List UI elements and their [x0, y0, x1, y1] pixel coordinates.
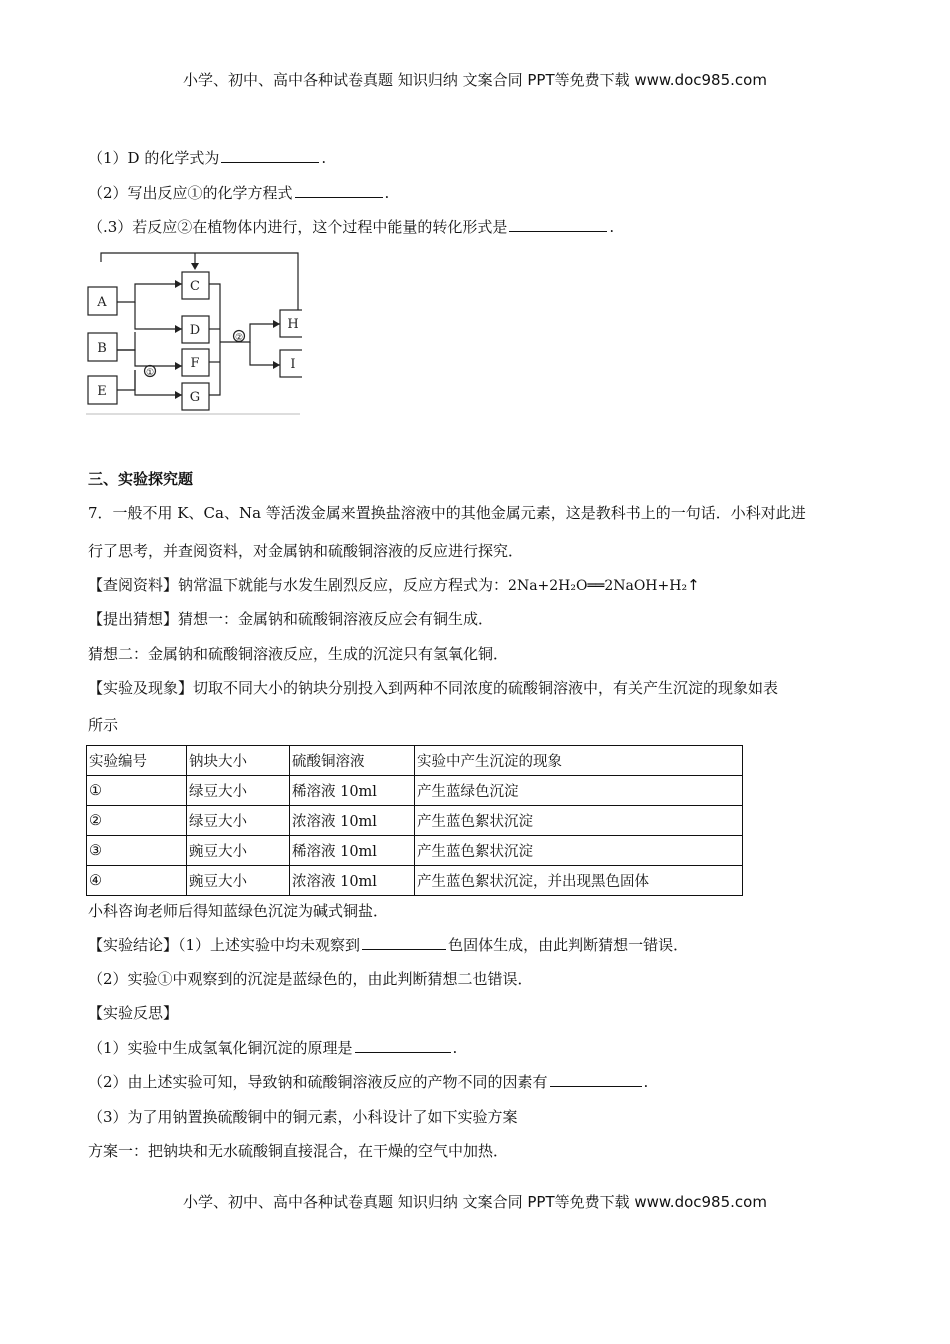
box-A: A: [97, 295, 107, 310]
answer-blank[interactable]: [550, 1072, 642, 1087]
box-B: B: [97, 341, 107, 356]
box-I: I: [290, 357, 296, 372]
conclusion-1: 【实验结论】（1）上述实验中均未观察到 色固体生成，由此判断猜想一错误．: [88, 936, 689, 954]
page-footer: 小学、初中、高中各种试卷真题 知识归纳 文案合同 PPT等免费下载 www.doc985.com: [183, 1193, 767, 1211]
lookup-label: 【查阅资料】: [88, 576, 179, 594]
reflection-3: （3）为了用钠置换硫酸铜中的铜元素，小科设计了如下实验方案: [88, 1108, 518, 1126]
answer-blank[interactable]: [509, 217, 607, 232]
hypothesis-1: 【提出猜想】猜想一：金属钠和硫酸铜溶液反应会有铜生成．: [88, 610, 494, 628]
question-6-part-1: （1）D 的化学式为 .: [88, 149, 327, 167]
experiment-table: [86, 745, 743, 896]
hypothesis-2: 猜想二：金属钠和硫酸铜溶液反应，生成的沉淀只有氢氧化铜．: [88, 645, 509, 663]
reaction-equation: 2Na+2H₂O══2NaOH+H₂: [508, 578, 688, 594]
conclusion-2: （2）实验①中观察到的沉淀是蓝绿色的，由此判断猜想二也错误．: [88, 970, 533, 988]
reaction-2-label: ②: [234, 333, 244, 343]
reflection-2: （2）由上述实验可知，导致钠和硫酸铜溶液反应的产物不同的因素有 .: [88, 1073, 649, 1091]
table-row: ③ 豌豆大小 稀溶液 10ml 产生蓝色絮状沉淀: [87, 836, 743, 866]
section-3-title: 三、实验探究题: [88, 470, 194, 488]
question-6-part-3: （.3）若反应②在植物体内进行，这个过程中能量的转化形式是 .: [88, 218, 615, 236]
answer-blank[interactable]: [295, 183, 383, 198]
reflection-1: （1）实验中生成氢氧化铜沉淀的原理是 .: [88, 1039, 458, 1057]
after-table-note: 小科咨询老师后得知蓝绿色沉淀为碱式铜盐．: [88, 902, 389, 920]
reaction-flow-diagram: [86, 250, 302, 416]
experiment-paragraph-end: 所示: [88, 716, 119, 734]
box-D: D: [189, 323, 201, 338]
plan-1: 方案一：把钠块和无水硫酸铜直接混合，在干燥的空气中加热．: [88, 1142, 509, 1160]
box-H: H: [287, 317, 299, 332]
answer-blank[interactable]: [221, 148, 319, 163]
question-6-part-2: （2）写出反应①的化学方程式 .: [88, 184, 390, 202]
lookup-paragraph: 【查阅资料】钠常温下就能与水发生剧烈反应，反应方程式为：2Na+2H₂O══2NaOH+H₂↑: [88, 576, 700, 594]
table-row: ④ 豌豆大小 浓溶液 10ml 产生蓝色絮状沉淀，并出现黑色固体: [87, 866, 743, 896]
box-C: C: [190, 279, 200, 294]
table-row: ② 绿豆大小 浓溶液 10ml 产生蓝色絮状沉淀: [87, 806, 743, 836]
reaction-1-label: ①: [145, 368, 155, 378]
answer-blank[interactable]: [362, 935, 446, 950]
box-F: F: [190, 356, 200, 371]
question-7-intro-line-2: 行了思考，并查阅资料，对金属钠和硫酸铜溶液的反应进行探究．: [88, 542, 524, 560]
box-G: G: [189, 390, 201, 405]
experiment-paragraph: 【实验及现象】切取不同大小的钠块分别投入到两种不同浓度的硫酸铜溶液中，有关产生沉淀的现象如表: [88, 679, 779, 697]
page-header: 小学、初中、高中各种试卷真题 知识归纳 文案合同 PPT等免费下载 www.doc985.com: [183, 71, 767, 89]
table-row: ① 绿豆大小 稀溶液 10ml 产生蓝绿色沉淀: [87, 776, 743, 806]
box-E: E: [97, 384, 107, 399]
answer-blank[interactable]: [355, 1038, 451, 1053]
table-header-row: 实验编号 钠块大小 硫酸铜溶液 实验中产生沉淀的现象: [87, 746, 743, 776]
reflection-label: 【实验反思】: [88, 1004, 179, 1022]
question-7-intro-line-1: 7．一般不用 K、Ca、Na 等活泼金属来置换盐溶液中的其他金属元素，这是教科书上的一句话．小科对此进: [88, 504, 806, 522]
